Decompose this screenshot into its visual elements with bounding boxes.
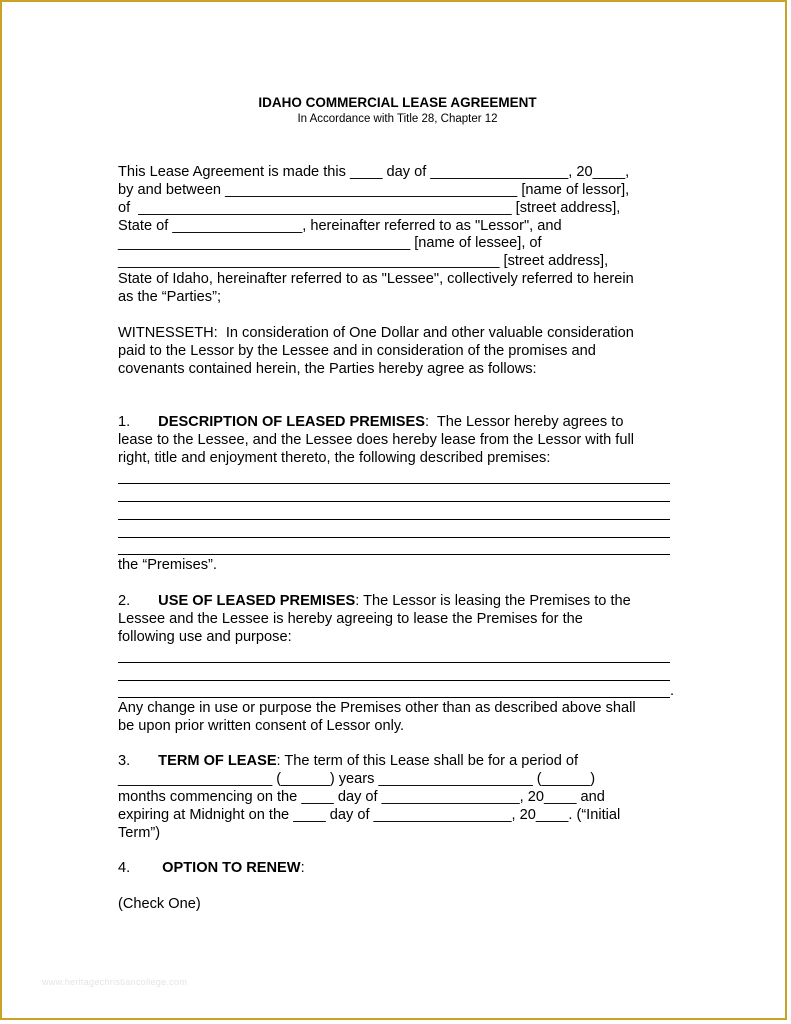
section-number: 4. xyxy=(118,860,131,876)
intro-line: by and between ____________________________________ [name of lessor], xyxy=(118,182,630,198)
witnesseth-line: paid to the Lessor by the Lessee and in consideration of the promises and xyxy=(118,343,596,359)
section-2-after-line: be upon prior written consent of Lessor only. xyxy=(118,718,405,734)
section-number: 2. xyxy=(118,593,131,609)
section-2-line: following use and purpose: xyxy=(118,629,292,645)
section-4-heading-line xyxy=(118,859,305,877)
premises-blank-line[interactable] xyxy=(118,483,670,484)
section-text: : The term of this Lease shall be for a period of xyxy=(276,753,579,769)
intro-line: _______________________________________________ [street address], xyxy=(118,253,609,269)
section-2-heading-line xyxy=(118,592,631,610)
use-blank-line[interactable] xyxy=(118,662,670,663)
watermark: www.heritagechristiancollege.com xyxy=(42,977,188,987)
premises-blank-line[interactable] xyxy=(118,519,670,520)
section-heading: USE OF LEASED PREMISES xyxy=(158,593,356,609)
section-3-line: expiring at Midnight on the ____ day of _________________, 20____. (“Initial xyxy=(118,807,621,823)
intro-line: This Lease Agreement is made this ____ day of _________________, 20____, xyxy=(118,164,630,180)
intro-line: ____________________________________ [name of lessee], of xyxy=(118,235,542,251)
intro-line: as the “Parties”; xyxy=(118,289,222,305)
witnesseth-line: WITNESSETH: In consideration of One Dollar and other valuable consideration xyxy=(118,325,634,341)
trailing-period: . xyxy=(670,683,675,699)
document-title: IDAHO COMMERCIAL LEASE AGREEMENT xyxy=(258,95,537,110)
section-3-line: Term”) xyxy=(118,825,161,841)
intro-line: of ______________________________________________ [street address], xyxy=(118,200,621,216)
section-2-after-line: Any change in use or purpose the Premises other than as described above shall xyxy=(118,700,636,716)
section-text: : The Lessor is leasing the Premises to the xyxy=(355,593,631,609)
use-blank-line[interactable] xyxy=(118,697,670,698)
section-1-line: right, title and enjoyment thereto, the following described premises: xyxy=(118,450,551,466)
section-number: 3. xyxy=(118,753,131,769)
intro-line: State of ________________, hereinafter referred to as "Lessor", and xyxy=(118,218,562,234)
section-2-line: Lessee and the Lessee is hereby agreeing to lease the Premises for the xyxy=(118,611,583,627)
use-blank-line[interactable] xyxy=(118,680,670,681)
section-3-line: months commencing on the ____ day of _________________, 20____ and xyxy=(118,789,605,805)
section-number: 1. xyxy=(118,414,131,430)
premises-blank-line[interactable] xyxy=(118,554,670,555)
intro-line: State of Idaho, hereinafter referred to as "Lessee", collectively referred to herein xyxy=(118,271,634,287)
section-text: : The Lessor hereby agrees to xyxy=(424,414,624,430)
section-heading: DESCRIPTION OF LEASED PREMISES xyxy=(158,414,425,430)
section-text: : xyxy=(300,860,305,876)
section-3-line: ___________________ (______) years ___________________ (______) xyxy=(118,771,596,787)
premises-label: the “Premises”. xyxy=(118,557,217,573)
section-1-line: lease to the Lessee, and the Lessee does hereby lease from the Lessor with full xyxy=(118,432,634,448)
section-heading: OPTION TO RENEW xyxy=(162,860,301,876)
witnesseth-line: covenants contained herein, the Parties hereby agree as follows: xyxy=(118,361,537,377)
premises-blank-line[interactable] xyxy=(118,501,670,502)
premises-blank-line[interactable] xyxy=(118,537,670,538)
document-subtitle: In Accordance with Title 28, Chapter 12 xyxy=(297,113,498,125)
section-3-heading-line xyxy=(118,752,578,770)
check-one-label: (Check One) xyxy=(118,896,201,912)
section-heading: TERM OF LEASE xyxy=(158,753,277,769)
section-1-heading-line xyxy=(118,413,623,431)
